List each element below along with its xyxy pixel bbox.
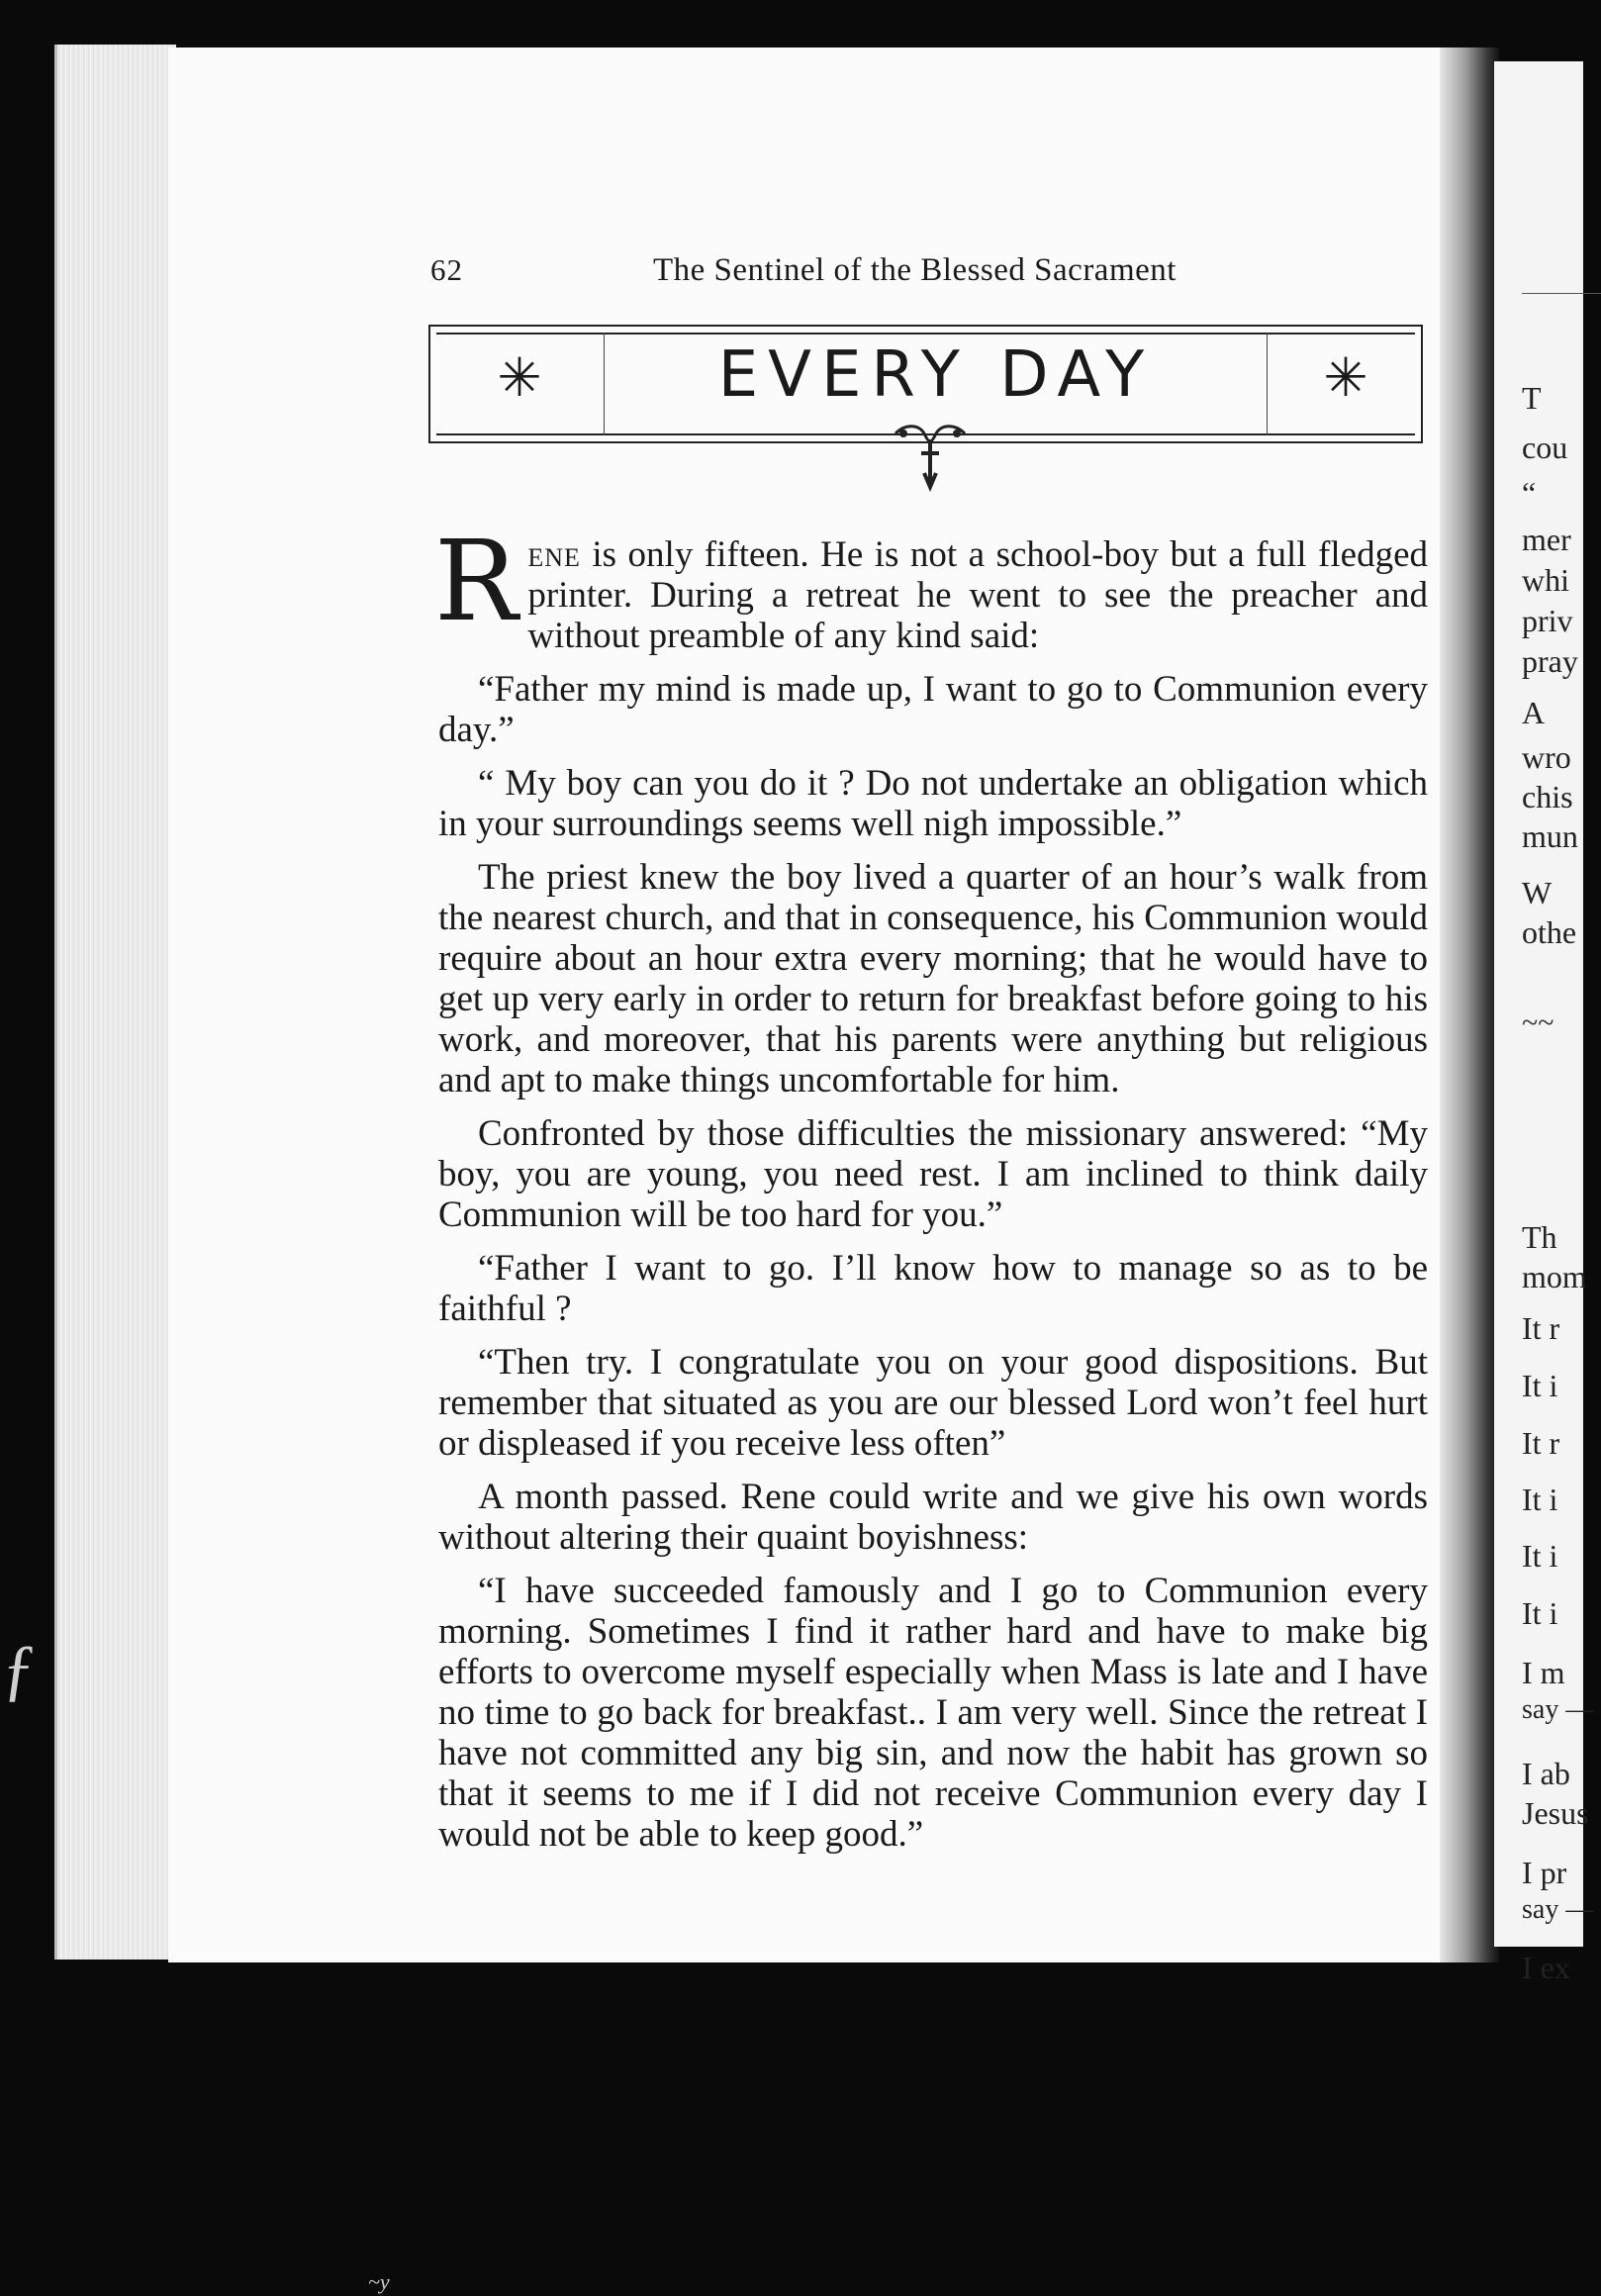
facing-fragment: wro xyxy=(1522,739,1571,775)
facing-fragment: mun xyxy=(1522,818,1578,854)
asterisk-ornament-icon: ✳ xyxy=(497,348,542,408)
facing-fragment: cou xyxy=(1522,430,1568,465)
facing-fragment: I pr xyxy=(1522,1855,1567,1890)
facing-fragment: It r xyxy=(1522,1310,1560,1346)
opening-smallcaps: ene xyxy=(527,534,581,575)
facing-fragment: It i xyxy=(1522,1368,1558,1403)
facing-fragment: Th xyxy=(1522,1219,1557,1255)
facing-fragment: pray xyxy=(1522,643,1578,679)
facing-fragment: say — xyxy=(1522,1694,1594,1725)
book-gutter xyxy=(1440,48,1499,1962)
paragraph: “I have succeeded famously and I go to Communion every morning. Sometimes I find it rather hard and have to make big efforts to overcome myself especially when Mass is late and I have no time to go back for breakfast.. I am very well. Since the retreat I have not committed any big sin, and now the habit has grown so that it seems to me if I did not receive Communion every day I would not be able to keep good.” xyxy=(438,1571,1428,1855)
facing-fragment: mom xyxy=(1522,1259,1587,1294)
banner-divider-left xyxy=(604,333,605,435)
paragraph: “Then try. I congratulate you on your good dispositions. But remember that situated as you are our blessed Lord won’t feel hurt or displeased if you receive less often” xyxy=(438,1342,1428,1464)
facing-fragment: I m xyxy=(1522,1655,1565,1690)
article-title: EVERY DAY xyxy=(717,338,1155,412)
facing-fragment: Jesus xyxy=(1522,1795,1589,1831)
scan-mark-bottom: ~y xyxy=(368,2269,390,2294)
facing-divider-wave: ~~ xyxy=(1522,1006,1554,1039)
article-body xyxy=(434,518,1428,1867)
facing-fragment: W xyxy=(1522,875,1553,910)
paragraph: Confronted by those difficulties the missionary answered: “My boy, you are young, you need rest. I am inclined to think daily Communion will be too hard for you.” xyxy=(438,1113,1428,1235)
facing-fragment: It r xyxy=(1522,1425,1560,1461)
facing-fragment: It i xyxy=(1522,1482,1558,1517)
facing-fragment: It i xyxy=(1522,1538,1558,1574)
drop-cap: R xyxy=(434,518,518,646)
paragraph: “Father my mind is made up, I want to go to Communion every day.” xyxy=(438,669,1428,750)
facing-page xyxy=(1494,61,1594,1985)
facing-page-rule xyxy=(1522,293,1601,294)
page-number: 62 xyxy=(430,252,463,287)
paragraph: A month passed. Rene could write and we give his own words without altering their quaint boyishness: xyxy=(438,1477,1428,1558)
banner-divider-right xyxy=(1267,333,1268,435)
page-edge-stack xyxy=(54,45,176,1960)
paragraph: “ My boy can you do it ? Do not undertake an obligation which in your surroundings seems well nigh impossible.” xyxy=(438,763,1428,844)
facing-fragment: I ab xyxy=(1522,1756,1570,1791)
facing-fragment: I ex xyxy=(1522,1950,1570,1985)
journal-title: The Sentinel of the Blessed Sacrament xyxy=(653,252,1177,288)
scan-mark-margin: ƒ xyxy=(2,1632,37,1708)
opening-paragraph xyxy=(434,518,1428,656)
asterisk-ornament-icon: ✳ xyxy=(1323,348,1368,408)
flourish-ornament-icon xyxy=(886,424,975,495)
facing-fragment: T xyxy=(1522,380,1542,416)
paragraph: The priest knew the boy lived a quarter of an hour’s walk from the nearest church, and that in consequence, his Communion would require about an hour extra every morning; that he would have to get up very early in order to return for breakfast before going to his work, and moreover, that his parents were anything but religious and apt to make things uncomfortable for him. xyxy=(438,857,1428,1100)
paragraph: “Father I want to go. I’ll know how to manage so as to be faithful ? xyxy=(438,1248,1428,1329)
facing-fragment: chis xyxy=(1522,779,1573,814)
facing-fragment: “ xyxy=(1522,475,1537,511)
facing-fragment: mer xyxy=(1522,522,1571,557)
facing-fragment: It i xyxy=(1522,1595,1558,1631)
facing-fragment: A xyxy=(1522,695,1546,730)
running-head xyxy=(262,252,1430,296)
facing-fragment: priv xyxy=(1522,603,1573,638)
facing-fragment: say — xyxy=(1522,1894,1594,1925)
facing-fragment: othe xyxy=(1522,914,1577,950)
opening-text: is only fifteen. He is not a school-boy but a full fledged printer. During a retreat he went to see the preacher and without preamble of any kind said: xyxy=(527,534,1428,656)
facing-fragment: whi xyxy=(1522,562,1569,598)
